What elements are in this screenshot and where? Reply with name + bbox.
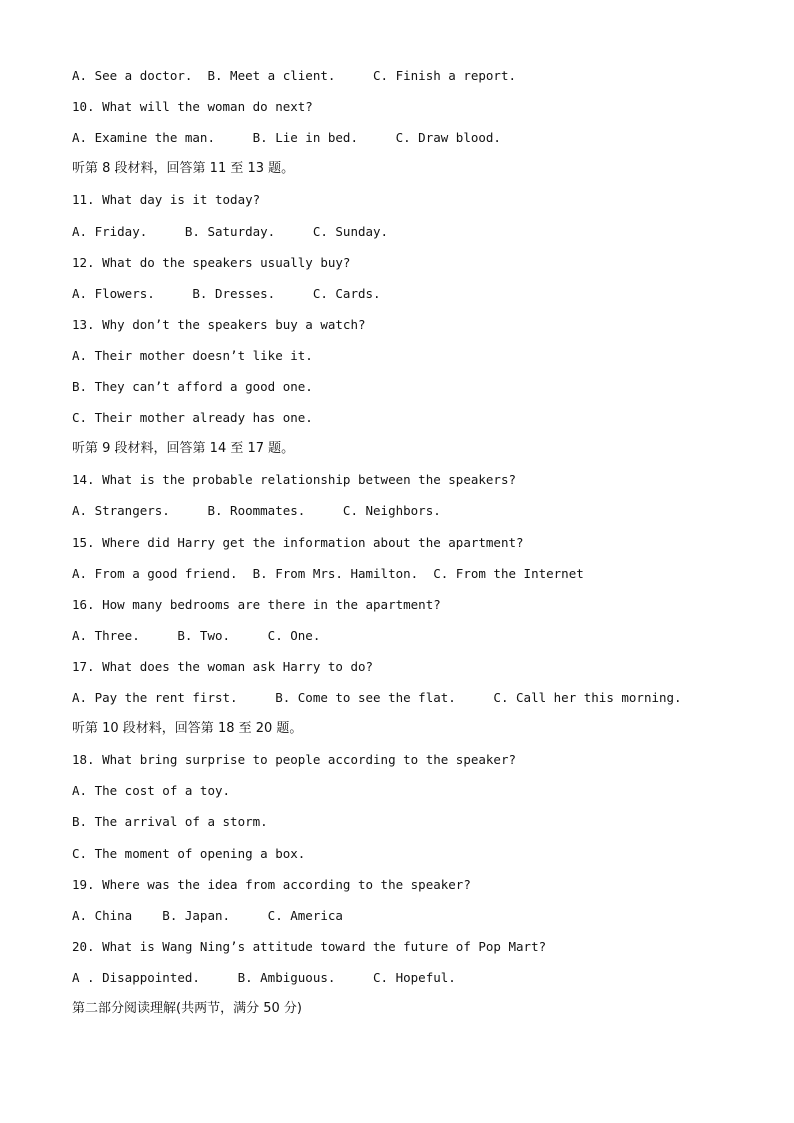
text-line: 11. What day is it today? [72,192,261,208]
text-line: A. Pay the rent first. B. Come to see the flat. C. Call her this morning. [72,690,682,705]
text-line: 13. Why don’t the speakers buy a watch? [72,316,366,332]
text-line: A. China B. Japan. C. America [72,907,343,923]
text-line: A. Strangers. B. Roommates. C. Neighbors. [72,503,441,519]
text-line: B. They can’t afford a good one. [72,379,313,394]
text-line: A. From a good friend. B. From Mrs. Hamilton. C. From the Internet [72,565,584,581]
text-line: A. Flowers. B. Dresses. C. Cards. [72,285,381,301]
text-line: A. Their mother doesn’t like it. [72,347,313,363]
text-line: A . Disappointed. B. Ambiguous. C. Hopeful. [72,969,456,985]
text-line: 17. What does the woman ask Harry to do? [72,658,374,674]
text-line: 15. Where did Harry get the information about the apartment? [72,534,524,550]
text-line: A. Examine the man. B. Lie in bed. C. Draw blood. [72,130,501,146]
text-line: 16. How many bedrooms are there in the apartment? [72,596,441,612]
text-line: A. Three. B. Two. C. One. [72,627,321,643]
text-line: B. The arrival of a storm. [72,814,268,830]
text-line: A. See a doctor. B. Meet a client. C. Finish a report. [72,68,517,83]
section-heading: 第二部分阅读理解(共两节，满分 50 分) [72,1001,302,1016]
section-heading: 听第 10 段材料，回答第 18 至 20 题。 [72,721,303,737]
text-line: A. The cost of a toy. [72,783,231,799]
text-line: C. Their mother already has one. [72,410,313,426]
text-line: C. The moment of opening a box. [72,845,306,861]
text-line: 10. What will the woman do next? [72,99,313,115]
text-line: A. Friday. B. Saturday. C. Sunday. [72,223,389,239]
text-line: 19. Where was the idea from according to the speaker? [72,876,471,892]
text-line: 20. What is Wang Ning’s attitude toward the future of Pop Mart? [72,938,547,954]
text-line: 12. What do the speakers usually buy? [72,254,351,270]
section-heading: 听第 8 段材料，回答第 11 至 13 题。 [72,161,295,177]
text-line: 18. What bring surprise to people according to the speaker? [72,752,517,768]
section-heading: 听第 9 段材料，回答第 14 至 17 题。 [72,441,295,457]
text-line: 14. What is the probable relationship between the speakers? [72,472,517,488]
